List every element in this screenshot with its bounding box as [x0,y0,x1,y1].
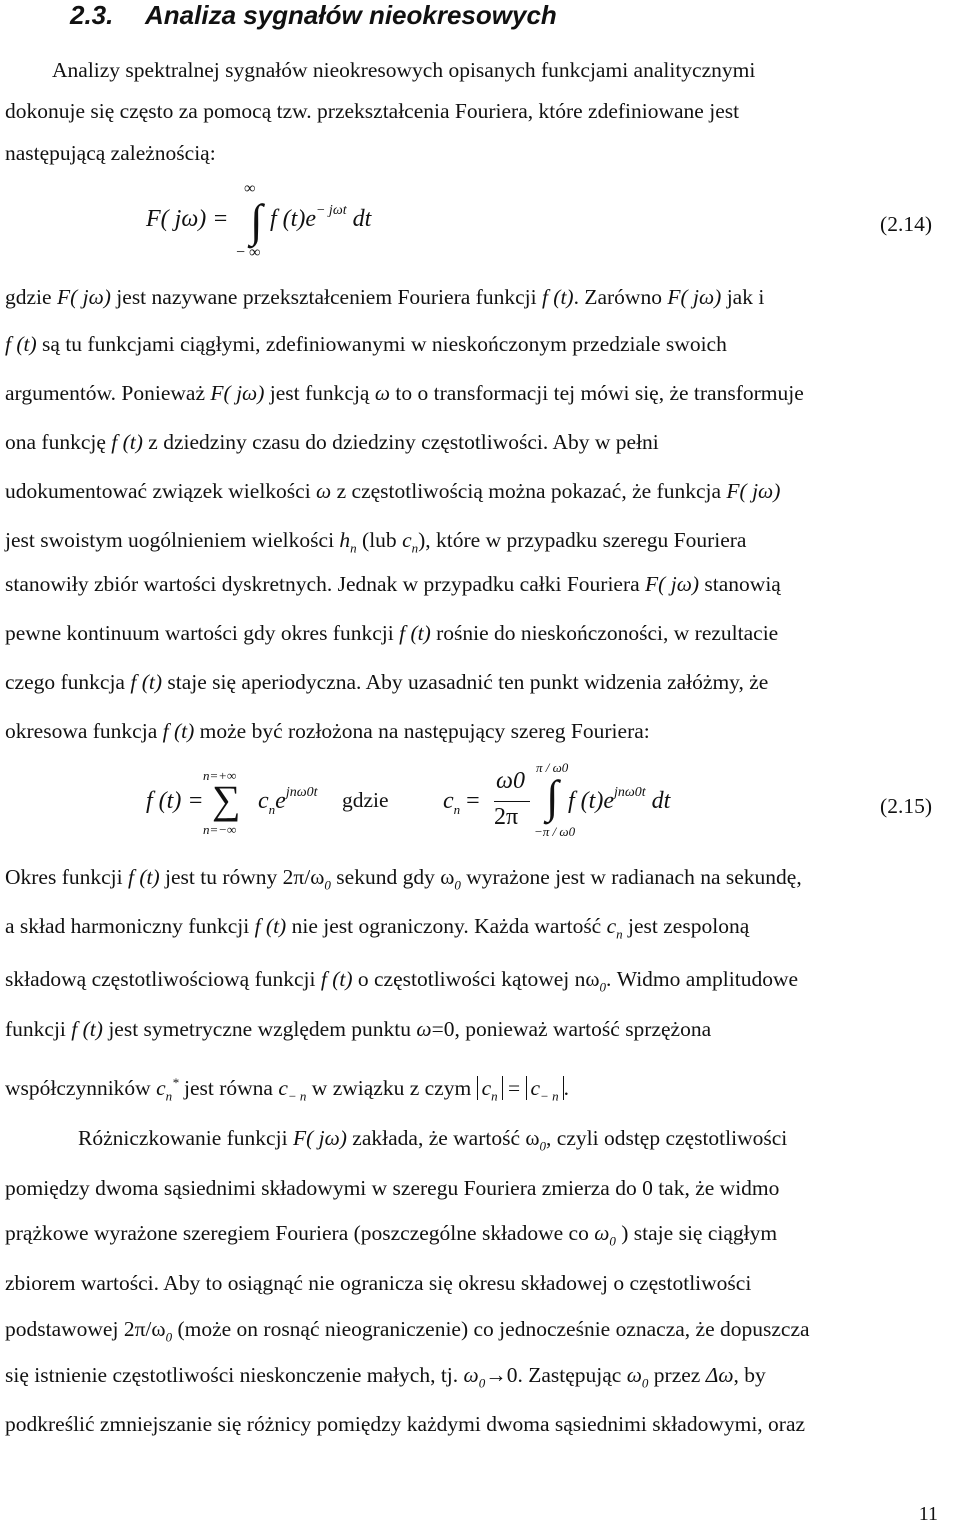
integral-sign-2: ∫ [546,771,559,822]
math: c [156,1076,166,1101]
text-line [5,718,955,744]
math: c [278,1076,288,1101]
math: f (t) [254,914,287,938]
text: przez [653,1363,701,1387]
text: z dziedziny czasu do dziedziny częstotliwości. Aby w pełni [148,430,659,454]
text: następującą zależnością: [5,141,216,165]
text-line [5,284,955,310]
text-line [5,571,955,597]
text: jest funkcją [269,381,370,405]
text-line [5,380,955,406]
text-line [52,57,955,83]
math: f (t) [5,332,37,356]
superscript: * [172,1075,179,1090]
subscript: − n [287,1088,307,1104]
math: F( jω) [645,572,700,596]
math: c [530,1076,541,1101]
text: okresowa funkcja [5,719,158,743]
text: z częstotliwością można pokazać, że funkcja [336,479,722,503]
subscript: n [453,801,461,817]
text: a skład harmoniczny funkcji [5,914,250,938]
text: . Zarówno [573,285,662,309]
page-number: 11 [918,1503,938,1525]
integrand: f (t)e [270,206,316,232]
text: . [563,1076,569,1101]
equals: = [466,788,480,814]
math: F( jω) [56,285,111,309]
math: ω [626,1363,642,1387]
exponent: jnω0t [613,785,646,800]
equation-2-14 [146,206,228,233]
math: h [339,528,351,552]
eq2-fraction-numerator: ω0 [496,768,525,794]
math: f (t) [71,1017,103,1041]
math: F( jω) [667,285,722,309]
text-line [5,966,955,1000]
text: sekund gdy ω [336,865,455,889]
math: f (t) [128,865,160,889]
text: jest symetryczne względem punktu [108,1017,412,1041]
text: wyrażone jest w radianach na sekundę, [466,865,802,889]
text-line [5,1362,955,1396]
subscript: 0 [454,877,461,893]
eq2-fraction-denominator: 2π [494,804,519,830]
sum-sign: ∑ [212,777,241,822]
text: argumentów. Ponieważ [5,381,206,405]
text: jest zespoloną [628,914,750,938]
subscript: n [165,1088,173,1104]
subscript: n [616,926,623,942]
equation-number: (2.14) [880,212,932,236]
eq2-gdzie: gdzie [342,788,389,812]
text: w związku z czym [311,1076,472,1101]
equation-number-2-15: (2.15) [880,794,932,818]
dt: dt [651,788,671,814]
text: funkcji [5,1017,66,1041]
text-line [5,620,955,646]
exponent: jnω0t [285,785,318,800]
text-line [5,1316,955,1350]
eq-lhs: F( jω) = [146,206,229,232]
text: o częstotliwości kątowej nω [357,967,600,991]
section-title: Analiza sygnałów nieokresowych [145,0,557,30]
text: =0, ponieważ wartość sprzężona [431,1017,712,1041]
text: podkreślić zmniejszanie się różnicy pomiędzy każdymi dwoma sąsiednimi składowymi, oraz [5,1412,806,1436]
text-line [5,331,955,357]
text: stanowiły zbiór wartości dyskretnych. Jednak w przypadku całki Fouriera [5,572,640,596]
text: zakłada, że wartość ω [352,1126,540,1150]
integral-lower-limit: − ∞ [236,244,261,261]
text-line [5,478,955,504]
text: może być rozłożona na następujący szereg Fouriera: [199,719,650,743]
text: Analizy spektralnej sygnałów nieokresowych opisanych funkcjami analitycznymi [52,58,756,82]
text: są tu funkcjami ciągłymi, zdefiniowanymi w nieskończonym przedziale swoich [42,332,727,356]
math: c [443,788,454,814]
subscript: 0 [478,1375,486,1391]
sum-lower-limit: n=−∞ [203,822,237,837]
math: c [606,914,617,938]
text: Różniczkowanie funkcji [78,1126,288,1150]
dt: dt [352,206,372,232]
text: jest równa [184,1076,273,1101]
math: f (t) [399,621,431,645]
text: Okres funkcji [5,865,123,889]
text: jak i [726,285,765,309]
text: (lub [362,528,397,552]
text: dokonuje się często za pomocą tzw. przekształcenia Fouriera, które zdefiniowane jest [5,99,740,123]
math: c [258,788,269,814]
text: staje się aperiodyczna. Aby uzasadnić ten punkt widzenia załóżmy, że [167,670,769,694]
math: ω [594,1221,610,1245]
math: F( jω) [292,1126,347,1150]
text: to o transformacji tej mówi się, że transformuje [395,381,804,405]
integral-upper-limit-2: π / ω0 [536,760,569,775]
text: czego funkcja [5,670,125,694]
eq2-cn [443,788,480,818]
text-line [5,429,955,455]
text: nie jest ograniczony. Każda wartość [291,914,602,938]
math: f (t) [130,670,163,694]
text-line [5,1070,955,1109]
math: ω [463,1363,479,1387]
text: rośnie do nieskończoności, w rezultacie [436,621,779,645]
subscript: 0 [641,1375,649,1391]
subscript: n [411,540,419,556]
math: f (t) [162,719,195,743]
text: zbiorem wartości. Aby to osiągnąć nie ogranicza się okresu składowej o częstotliwości [5,1271,752,1295]
text: składową częstotliwościową funkcji [5,967,316,991]
eq2-integrand [568,785,671,815]
text: podstawowej 2π/ω [5,1317,166,1341]
section-number: 2.3. [70,0,114,30]
text-line [5,1270,955,1296]
text-line [5,913,955,947]
text: , czyli odstęp częstotliwości [546,1126,788,1150]
text: . Widmo amplitudowe [606,967,799,991]
fraction-bar [494,801,530,802]
math: ω [374,381,391,405]
math: f (t) [111,430,143,454]
subscript: 0 [609,1233,616,1249]
subscript: 0 [165,1329,173,1345]
exponent: − jωt [315,203,347,218]
text-line [5,1016,955,1042]
math: c [481,1076,492,1101]
math: e [275,788,286,814]
text: się istnienie częstotliwości nieskonczenie małych, tj. [5,1363,459,1387]
subscript: 0 [324,877,331,893]
text: jest nazywane przekształceniem Fouriera funkcji [116,285,537,309]
text: współczynników [5,1076,151,1101]
integral-lower-limit-2: −π / ω0 [534,824,576,839]
integral-sign: ∫ [250,195,263,246]
abs-value [526,1076,564,1104]
text-line [78,1125,955,1159]
abs-value [477,1076,503,1104]
subscript: − n [540,1088,559,1104]
text-line [5,864,955,898]
eq2-lhs: f (t) = [146,788,204,814]
subscript: 0 [539,1138,547,1154]
text-line [5,1175,955,1201]
text-line [5,1220,955,1254]
text: (może on rosnąć nieograniczenie) co jednocześnie oznacza, że dopuszcza [177,1317,810,1341]
text: pomiędzy dwoma sąsiednimi składowymi w szeregu Fouriera zmierza do 0 tak, że widmo [5,1176,780,1200]
text-line [5,527,955,561]
text: ), które w przypadku szeregu Fouriera [418,528,747,552]
text: →0. Zastępując [485,1363,622,1387]
math: F( jω) [726,479,781,503]
text: gdzie [5,285,52,309]
text: stanowią [704,572,781,596]
text-line [5,140,955,166]
text: ) staje się ciągłym [621,1221,778,1245]
sum-upper-limit: n=+∞ [203,768,237,783]
subscript: n [491,1088,498,1104]
math: ω [416,1017,432,1041]
math: ω [316,479,332,503]
text: , by [733,1363,766,1387]
text: jest tu równy 2π/ω [165,865,325,889]
text-line [5,669,955,695]
math: c [402,528,412,552]
text: ona funkcję [5,430,106,454]
subscript: n [350,540,357,556]
eq2-series-term [258,785,318,818]
eq-integrand [270,203,372,233]
integrand: f (t)e [568,788,614,814]
math: F( jω) [210,381,265,405]
subscript: 0 [599,979,607,995]
equals: = [507,1076,521,1101]
text: prążkowe wyrażone szeregiem Fouriera (poszczególne składowe co [5,1221,589,1245]
text: pewne kontinuum wartości gdy okres funkcji [5,621,394,645]
text: udokumentować związek wielkości [5,479,311,503]
text-line [5,98,955,124]
subscript: n [268,801,276,817]
section-heading [70,0,557,30]
math: f (t) [320,967,353,991]
math: Δω [705,1363,734,1387]
text: jest swoistym uogólnieniem wielkości [5,528,335,552]
math: f (t) [541,285,574,309]
text-line [5,1411,955,1437]
integral-upper-limit: ∞ [244,180,256,197]
